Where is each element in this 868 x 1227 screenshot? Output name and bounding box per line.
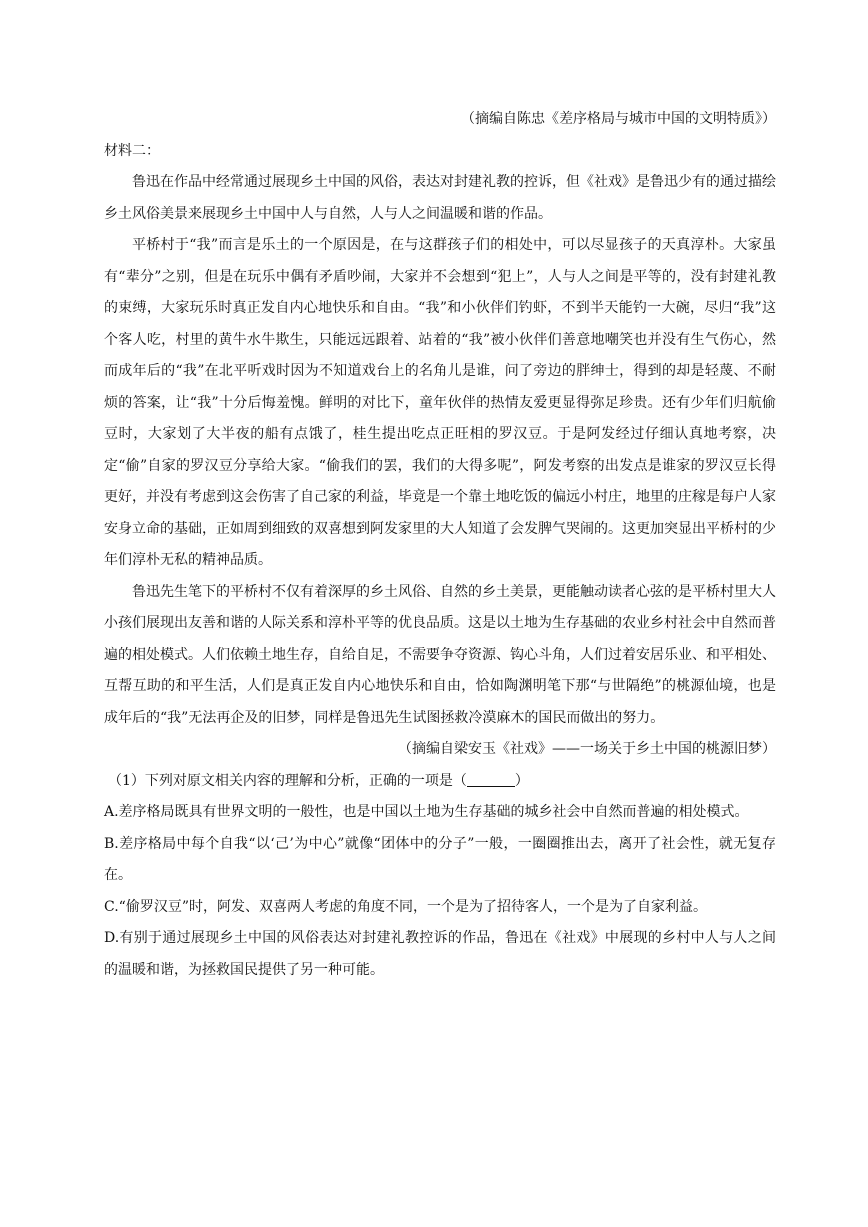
question-stem-close: ） [514, 772, 529, 789]
material-2-label: 材料二： [104, 142, 160, 159]
document-page [104, 104, 776, 986]
option-c: C.“偷罗汉豆”时，阿发、双喜两人考虑的角度不同，一个是为了招待客人，一个是为了自家利益。 [104, 898, 707, 915]
question-stem-text: （1）下列对原文相关内容的理解和分析，正确的一项是（ [108, 772, 467, 789]
option-b: B.差序格局中每个自我“以‘己’为中心”就像“团体中的分子”一般，一圈圈推出去，离开了社会性，就无复存在。 [104, 835, 776, 883]
paragraph-2: 平桥村于“我”而言是乐土的一个原因是，在与这群孩子们的相处中，可以尽显孩子的天真淳朴。大家虽有“辈分”之别，但是在玩乐中偶有矛盾吵闹，大家并不会想到“犯上”，人与人之间是平等的，没有封建礼教的束缚，大家玩乐时真正发自内心地快乐和自由。“我”和小伙伴们钓虾，不到半天能钓一大碗，尽归“我”这个客人吃，村里的黄牛水牛欺生，只能远远跟着、站着的“我”被小伙伴们善意地嘲笑也并没有生气伤心，然而成年后的“我”在北平听戏时因为不知道戏台上的名角儿是谁，问了旁边的胖绅士，得到的却是轻蔑、不耐烦的答案，让“我”十分后悔羞愧。鲜明的对比下，童年伙伴的热情友爱更显得弥足珍贵。还有少年们归航偷豆时，大家划了大半夜的船有点饿了，桂生提出吃点正旺相的罗汉豆。于是阿发经过仔细认真地考察，决定“偷”自家的罗汉豆分享给大家。“偷我们的罢，我们的大得多呢”，阿发考察的出发点是谁家的罗汉豆长得更好，并没有考虑到这会伤害了自己家的利益，毕竟是一个靠土地吃饭的偏远小村庄，地里的庄稼是每户人家安身立命的基础，正如周到细致的双喜想到阿发家里的大人知道了会发脾气哭闹的。这更加突显出平桥村的少年们淳朴无私的精神品质。 [104, 237, 776, 568]
answer-blank[interactable] [467, 770, 515, 787]
option-a: A.差序格局既具有世界文明的一般性，也是中国以土地为生存基础的城乡社会中自然而普遍的相处模式。 [104, 804, 749, 820]
paragraph-3: 鲁迅先生笔下的平桥村不仅有着深厚的乡土风俗、自然的乡土美景，更能触动读者心弦的是平桥村里大人小孩们展现出友善和谐的人际关系和淳朴平等的优良品质。这是以土地为生存基础的农业乡村社会中自然而普遍的相处模式。人们依赖土地生存，自给自足，不需要争夺资源、钩心斗角，人们过着安居乐业、和平相处、互帮互助的和平生活，人们是真正发自内心地快乐和自由，恰如陶渊明笔下那“与世隔绝”的桃源仙境，也是成年后的“我”无法再企及的旧梦，同样是鲁迅先生试图拯救冷漠麻木的国民而做出的努力。 [104, 583, 776, 726]
option-d: D.有别于通过展现乡土中国的风俗表达对封建礼教控诉的作品，鲁迅在《社戏》中展现的乡村中人与人之间的温暖和谐，为拯救国民提供了另一种可能。 [104, 930, 776, 978]
source-citation-2: （摘编自梁安玉《社戏》——一场关于乡土中国的桃源旧梦） [398, 741, 776, 757]
paragraph-1: 鲁迅在作品中经常通过展现乡土中国的风俗，表达对封建礼教的控诉，但《社戏》是鲁迅少有的通过描绘乡土风俗美景来展现乡土中国中人与自然，人与人之间温暖和谐的作品。 [104, 174, 776, 222]
question-stem [104, 766, 776, 798]
source-citation-1: （摘编自陈忠《差序格局与城市中国的文明特质》） [461, 111, 776, 127]
